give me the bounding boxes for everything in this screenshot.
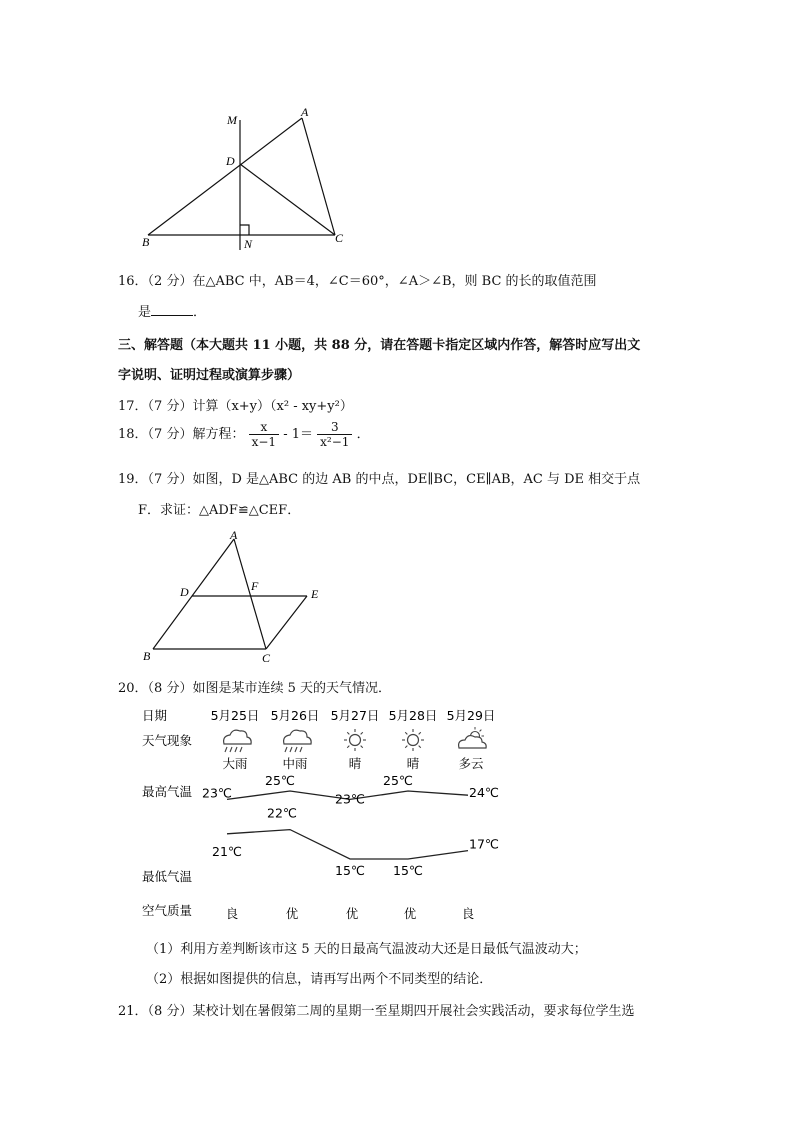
- label-e: E: [311, 587, 319, 601]
- fraction-1-denominator: x−1: [251, 435, 277, 449]
- sun-ray: [347, 746, 349, 748]
- row-label-phenomenon: 天气现象: [142, 733, 193, 748]
- sun-ray: [480, 730, 482, 732]
- label-d: D: [180, 585, 189, 599]
- q16-prefix: 是: [138, 305, 152, 320]
- question-21: 21．（8 分）某校计划在暑假第二周的星期一至星期四开展社会实践活动，要求每位学生选: [118, 1004, 635, 1019]
- sunny-icon: [408, 735, 419, 746]
- raindrop: [285, 747, 287, 752]
- raindrop: [300, 747, 302, 752]
- raindrop: [235, 747, 237, 752]
- date-label: 5月29日: [446, 708, 496, 723]
- row-label-low: 最低气温: [142, 869, 193, 884]
- question-17: 17．（7 分）计算（x+y）（x² - xy+y²）: [118, 399, 353, 414]
- question-19: 19．（7 分）如图，D 是△ABC 的边 AB 的中点，DE∥BC，CE∥AB，AC 与 DE 相交于点: [118, 472, 641, 487]
- raindrop: [230, 747, 232, 752]
- low-temperature-label: 22℃: [267, 805, 297, 821]
- condition-label: 晴: [406, 756, 420, 771]
- high-temperature-label: 25℃: [383, 773, 413, 788]
- fraction-2: [317, 420, 352, 449]
- high-temperature-label: 23℃: [202, 785, 232, 801]
- low-temperature-label: 17℃: [469, 836, 499, 852]
- moderate-rain-icon: [284, 730, 312, 744]
- air-quality-label: 优: [403, 906, 417, 921]
- air-quality-label: 优: [285, 906, 299, 921]
- date-label: 5月27日: [330, 708, 380, 723]
- sun-ray: [419, 746, 421, 748]
- question-20-part-2: （2）根据如图提供的信息，请再写出两个不同类型的结论．: [146, 972, 493, 987]
- sun-ray: [347, 732, 349, 734]
- air-quality-label: 良: [225, 906, 239, 921]
- geometry-figure-adf-cef: [135, 525, 335, 670]
- air-quality-label: 良: [461, 906, 475, 921]
- date-label: 5月26日: [270, 708, 320, 723]
- geometry-figure-mdn: [130, 100, 360, 260]
- condition-label: 晴: [348, 756, 362, 771]
- cloud-shape: [459, 736, 487, 748]
- label-b: B: [143, 649, 151, 663]
- low-temperature-label: 21℃: [212, 843, 242, 859]
- question-16-cont: [138, 301, 206, 320]
- fraction-1: [249, 420, 279, 449]
- row-label-aqi: 空气质量: [142, 903, 193, 918]
- question-20-part-1: （1）利用方差判断该市这 5 天的日最高气温波动大还是日最低气温波动大；: [146, 942, 587, 957]
- question-19-cont: F．求证：△ADF≌△CEF．: [138, 503, 301, 518]
- label-c: C: [262, 651, 271, 665]
- raindrop: [290, 747, 292, 752]
- answer-blank[interactable]: [151, 304, 193, 316]
- label-n: N: [244, 237, 253, 251]
- label-a: A: [230, 528, 238, 542]
- label-b: B: [142, 235, 150, 249]
- question-16: 16．（2 分）在△ABC 中，AB＝4，∠C＝60°，∠A＞∠B，则 BC 的长的取值范围: [118, 274, 597, 289]
- section-heading: 三、解答题（本大题共 11 小题，共 88 分，请在答题卡指定区域内作答，解答时应写出文: [118, 338, 641, 353]
- low-temperature-label: 15℃: [335, 863, 365, 878]
- heavy-rain-icon: [224, 730, 252, 744]
- question-18: [118, 420, 370, 449]
- row-label-date: 日期: [142, 708, 168, 723]
- date-label: 5月25日: [210, 708, 260, 723]
- sun-ray: [361, 746, 363, 748]
- raindrop: [225, 747, 227, 752]
- label-m: M: [227, 113, 237, 127]
- q18-suffix: ．: [356, 427, 370, 442]
- q18-prefix: 18．（7 分）解方程：: [118, 427, 245, 442]
- label-a: A: [301, 105, 309, 119]
- raindrop: [240, 747, 242, 752]
- sunny-icon: [350, 735, 361, 746]
- high-temperature-label: 25℃: [265, 773, 295, 788]
- date-label: 5月28日: [388, 708, 438, 723]
- raindrop: [295, 747, 297, 752]
- fraction-2-numerator: 3: [317, 420, 352, 435]
- air-quality-label: 优: [345, 906, 359, 921]
- condition-label: 中雨: [282, 756, 308, 771]
- fraction-1-numerator: x: [249, 420, 279, 435]
- high-temperature-label: 23℃: [335, 791, 365, 807]
- row-labels: [142, 708, 193, 918]
- sun-ray: [361, 732, 363, 734]
- section-heading-cont: 字说明、证明过程或演算步骤）: [118, 368, 301, 383]
- sun-ray: [405, 732, 407, 734]
- condition-label: 多云: [458, 756, 484, 771]
- question-20: 20．（8 分）如图是某市连续 5 天的天气情况．: [118, 681, 391, 696]
- sun-ray: [419, 732, 421, 734]
- high-temperature-label: 24℃: [469, 785, 499, 801]
- label-f: F: [251, 579, 259, 593]
- label-c: C: [335, 231, 344, 245]
- q16-suffix: ．: [193, 305, 207, 320]
- condition-label: 大雨: [222, 756, 248, 771]
- weather-chart: [130, 700, 530, 930]
- q18-middle: - 1＝: [283, 427, 313, 442]
- row-label-high: 最高气温: [142, 784, 193, 799]
- label-d: D: [226, 154, 235, 168]
- low-temperature-label: 15℃: [393, 863, 423, 878]
- sun-ray: [405, 746, 407, 748]
- low-temperature-line: [227, 830, 468, 859]
- fraction-2-denominator: x²−1: [320, 435, 350, 449]
